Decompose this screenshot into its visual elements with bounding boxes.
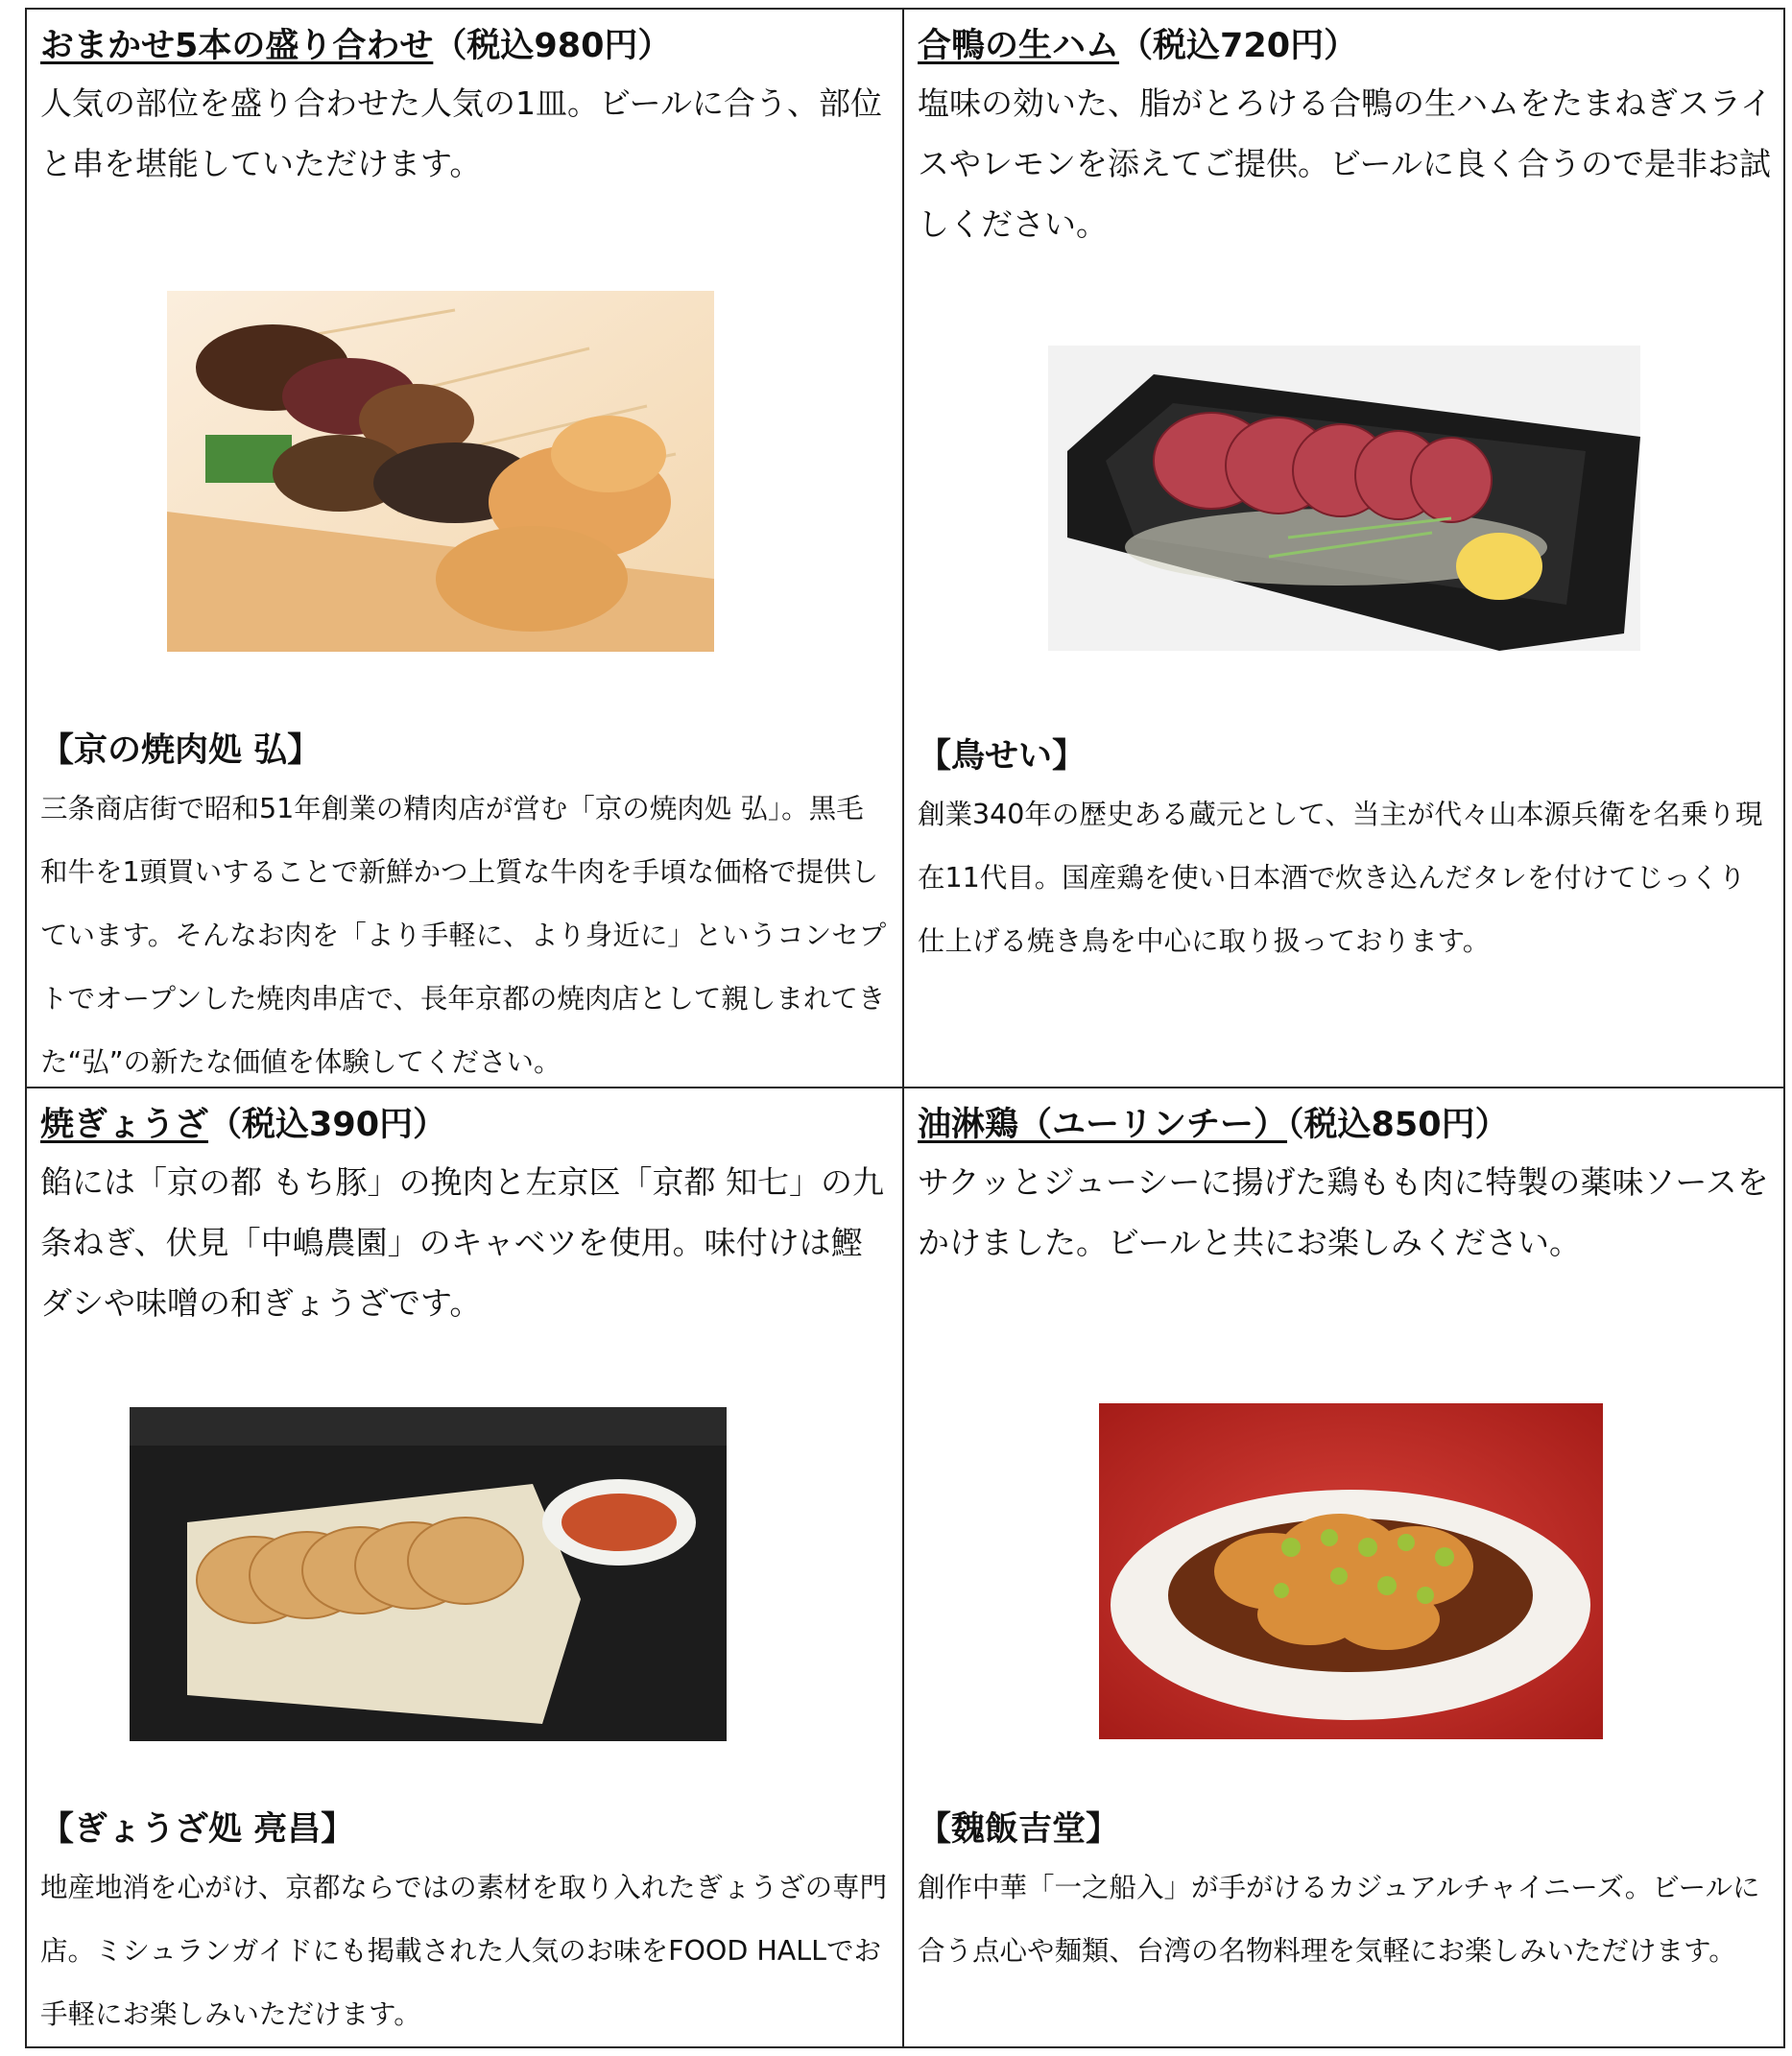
menu-item-name: 焼ぎょうざ [40, 1106, 209, 1144]
menu-item-description: 塩味の効いた、脂がとろける合鴨の生ハムをたまねぎスライスやレモンを添えてご提供。ビールに良く合うので是非お試しください。 [918, 84, 1773, 243]
shop-name: 【鳥せい】 [918, 737, 1087, 776]
shop-description: 地産地消を心がけ、京都ならではの素材を取り入れたぎょうざの専門店。ミシュランガイドにも掲載された人気のお味をFOOD HALLでお手軽にお楽しみいただけます。 [40, 1872, 888, 2030]
menu-item-description: 餡には「京の都 もち豚」の挽肉と左京区「京都 知七」の九条ねぎ、伏見「中嶋農園」のキャベツを使用。味付けは鰹ダシや味噌の和ぎょうざです。 [40, 1163, 884, 1322]
menu-grid [25, 8, 1785, 2048]
menu-item-price: （税込850円） [1287, 1106, 1509, 1144]
duck-ham-photo [1048, 346, 1640, 651]
menu-item-title [40, 1102, 889, 1148]
yuurinchi-photo [1099, 1403, 1603, 1739]
menu-item-title [918, 1102, 1772, 1148]
kushi-skewers-photo [167, 291, 714, 652]
menu-item-price: （税込980円） [433, 27, 672, 65]
shop-name: 【ぎょうざ処 亮昌】 [40, 1810, 355, 1849]
menu-card-duck-ham [904, 10, 1785, 1088]
shop-name: 【京の焼肉処 弘】 [40, 731, 322, 770]
shop-description: 創作中華「一之船入」が手がけるカジュアルチャイニーズ。ビールに合う点心や麺類、台湾の名物料理を気軽にお楽しみいただけます。 [918, 1872, 1760, 1967]
menu-item-name: おまかせ5本の盛り合わせ [40, 27, 434, 65]
menu-item-title [40, 23, 889, 69]
menu-item-name: 合鴨の生ハム [918, 27, 1120, 65]
menu-item-description: サクッとジューシーに揚げた鶏もも肉に特製の薬味ソースをかけました。ビールと共にお楽しみください。 [918, 1163, 1769, 1261]
shop-description: 三条商店街で昭和51年創業の精肉店が営む「京の焼肉処 弘」。黒毛和牛を1頭買いすることで新鮮かつ上質な牛肉を手頃な価格で提供しています。そんなお肉を「より手軽に、より身近に」というコンセプトでオープンした焼肉串店で、長年京都の焼肉店として親しまれてきた“弘”の新たな価値を体験してください。 [40, 793, 887, 1078]
menu-item-price: （税込720円） [1119, 27, 1358, 65]
menu-item-price: （税込390円） [208, 1106, 447, 1144]
menu-card-yuurinchi [904, 1088, 1785, 2048]
menu-item-name: 油淋鶏（ユーリンチー） [918, 1106, 1288, 1144]
menu-item-description: 人気の部位を盛り合わせた人気の1皿。ビールに合う、部位と串を堪能していただけます。 [40, 84, 883, 182]
menu-card-gyoza [27, 1088, 904, 2048]
gyoza-photo [130, 1407, 727, 1741]
shop-description: 創業340年の歴史ある蔵元として、当主が代々山本源兵衛を名乗り現在11代目。国産鶏を使い日本酒で炊き込んだタレを付けてじっくり仕上げる焼き鳥を中心に取り扱っております。 [918, 799, 1763, 957]
shop-name: 【魏飯吉堂】 [918, 1810, 1120, 1849]
menu-item-title [918, 23, 1772, 69]
menu-card-kushi [27, 10, 904, 1088]
